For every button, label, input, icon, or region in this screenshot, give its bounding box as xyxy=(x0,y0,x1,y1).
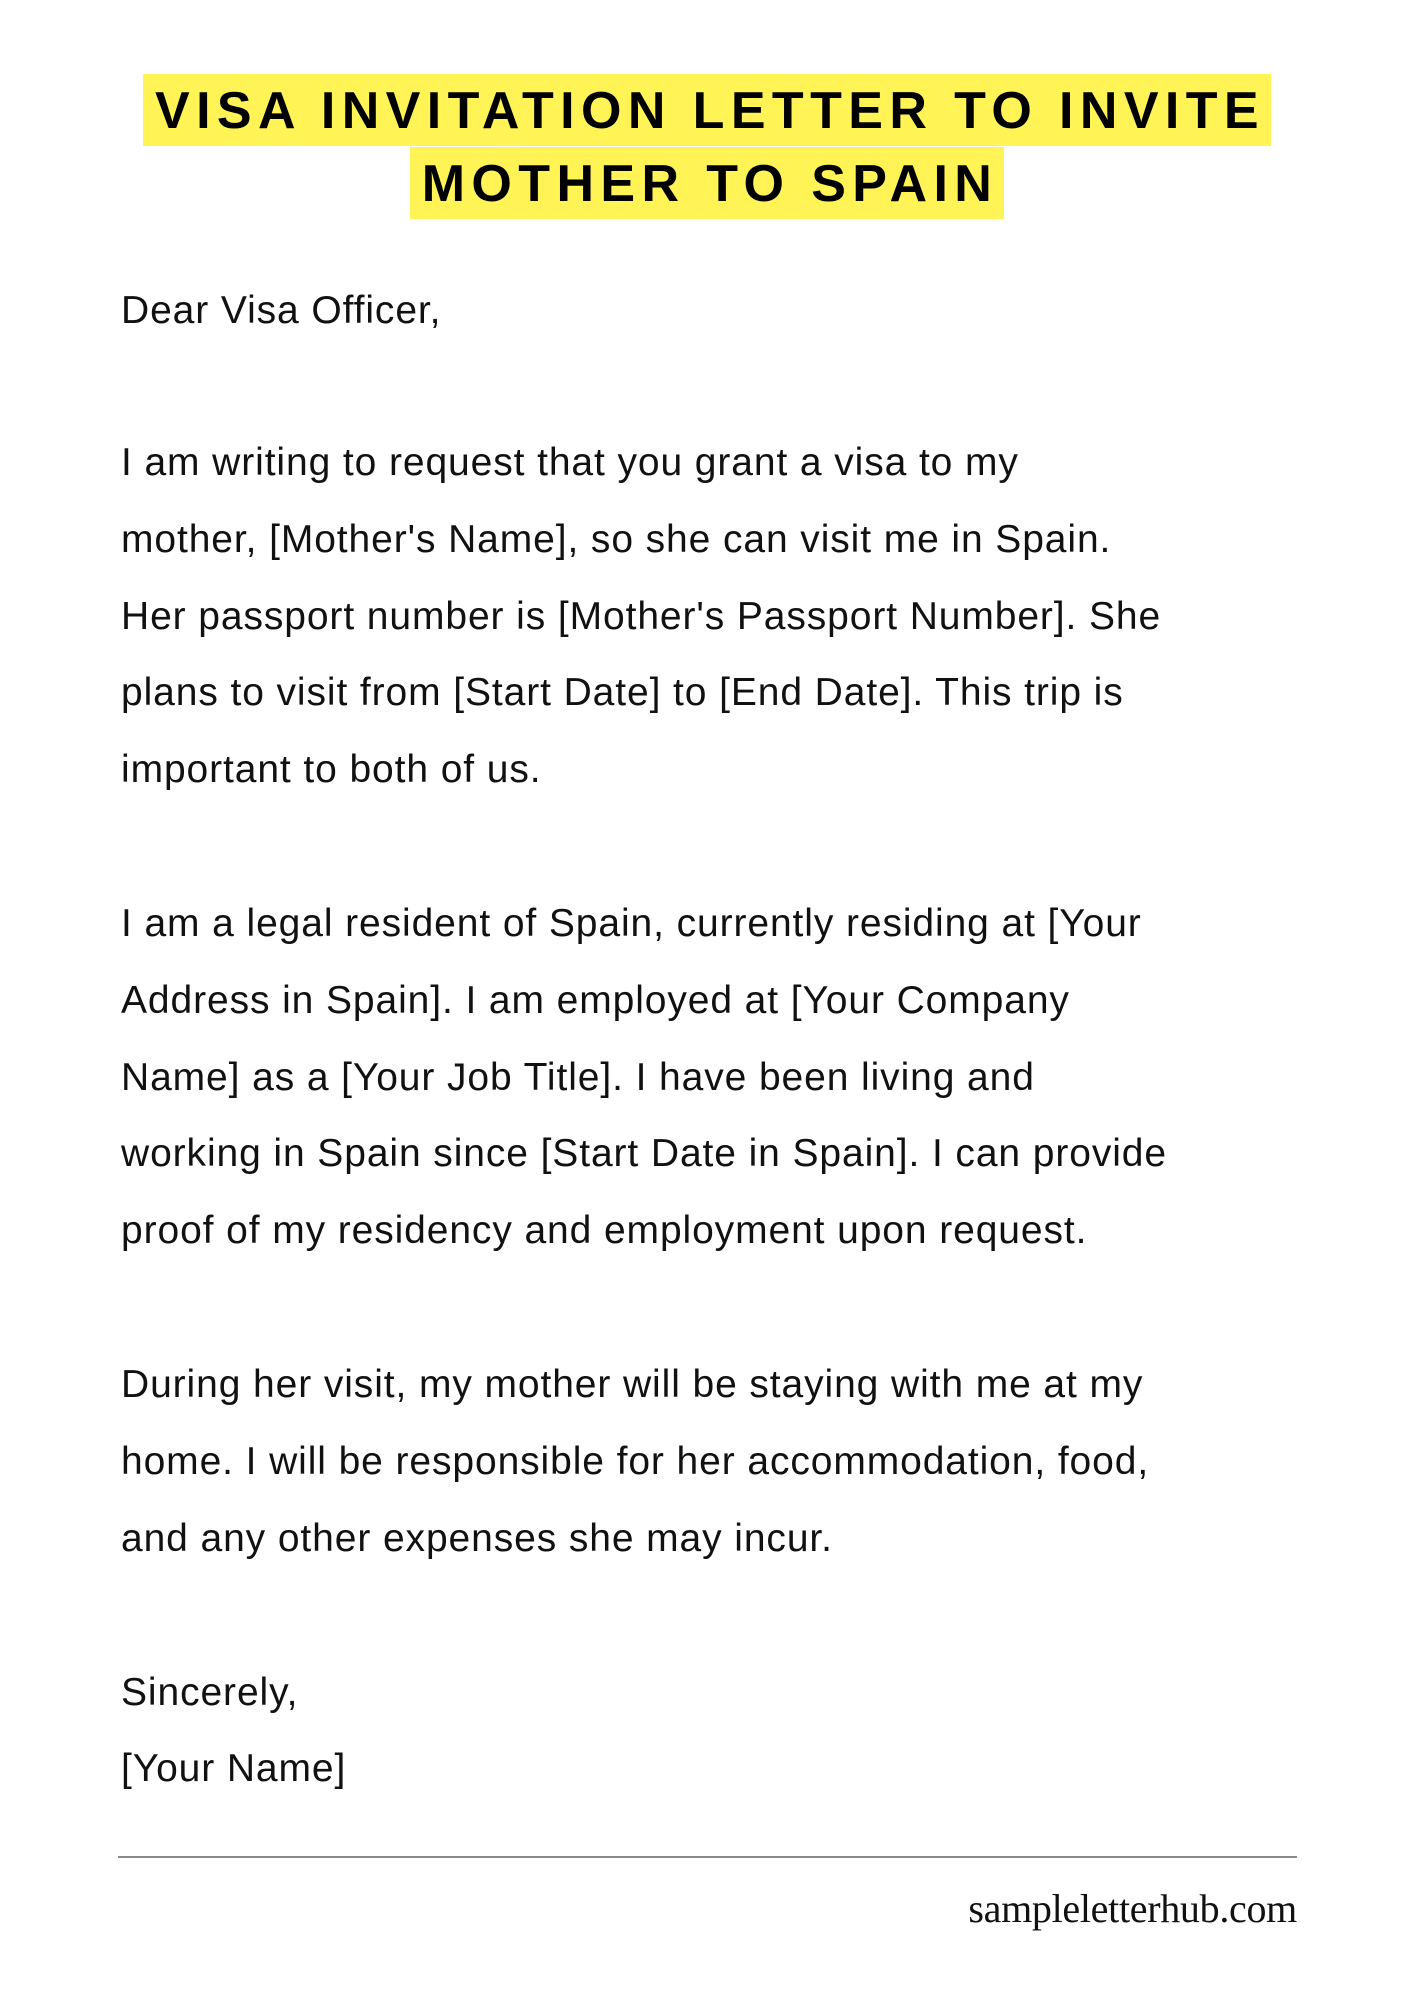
footer-site-link[interactable]: sampleletterhub.com xyxy=(968,1886,1297,1931)
paragraph-line: During her visit, my mother will be staying with me at my xyxy=(121,1363,1144,1406)
paragraph-line: Name] as a [Your Job Title]. I have been living and xyxy=(121,1056,1035,1099)
paragraph-line: I am writing to request that you grant a visa to my xyxy=(121,441,1019,484)
title-line-2: MOTHER TO SPAIN xyxy=(410,147,1005,219)
closing: Sincerely, xyxy=(121,1671,299,1714)
paragraph-line: plans to visit from [Start Date] to [End Date]. This trip is xyxy=(121,671,1124,714)
paragraph-line: Her passport number is [Mother's Passport Number]. She xyxy=(121,595,1162,638)
paragraph-line: mother, [Mother's Name], so she can visit me in Spain. xyxy=(121,518,1112,561)
salutation: Dear Visa Officer, xyxy=(121,289,442,332)
paragraph-line: home. I will be responsible for her accommodation, food, xyxy=(121,1440,1150,1483)
paragraph-line: and any other expenses she may incur. xyxy=(121,1517,833,1560)
paragraph-line: I am a legal resident of Spain, currently residing at [Your xyxy=(121,902,1142,945)
document-title xyxy=(0,74,1414,220)
signature: [Your Name] xyxy=(121,1747,347,1790)
paragraph-line: Address in Spain]. I am employed at [Your Company xyxy=(121,979,1070,1022)
paragraph-line: important to both of us. xyxy=(121,748,542,791)
paragraph-line: proof of my residency and employment upon request. xyxy=(121,1209,1088,1252)
footer-divider xyxy=(118,1856,1297,1858)
paragraph-line: working in Spain since [Start Date in Spain]. I can provide xyxy=(121,1132,1167,1175)
title-line-1: VISA INVITATION LETTER TO INVITE xyxy=(143,74,1271,146)
